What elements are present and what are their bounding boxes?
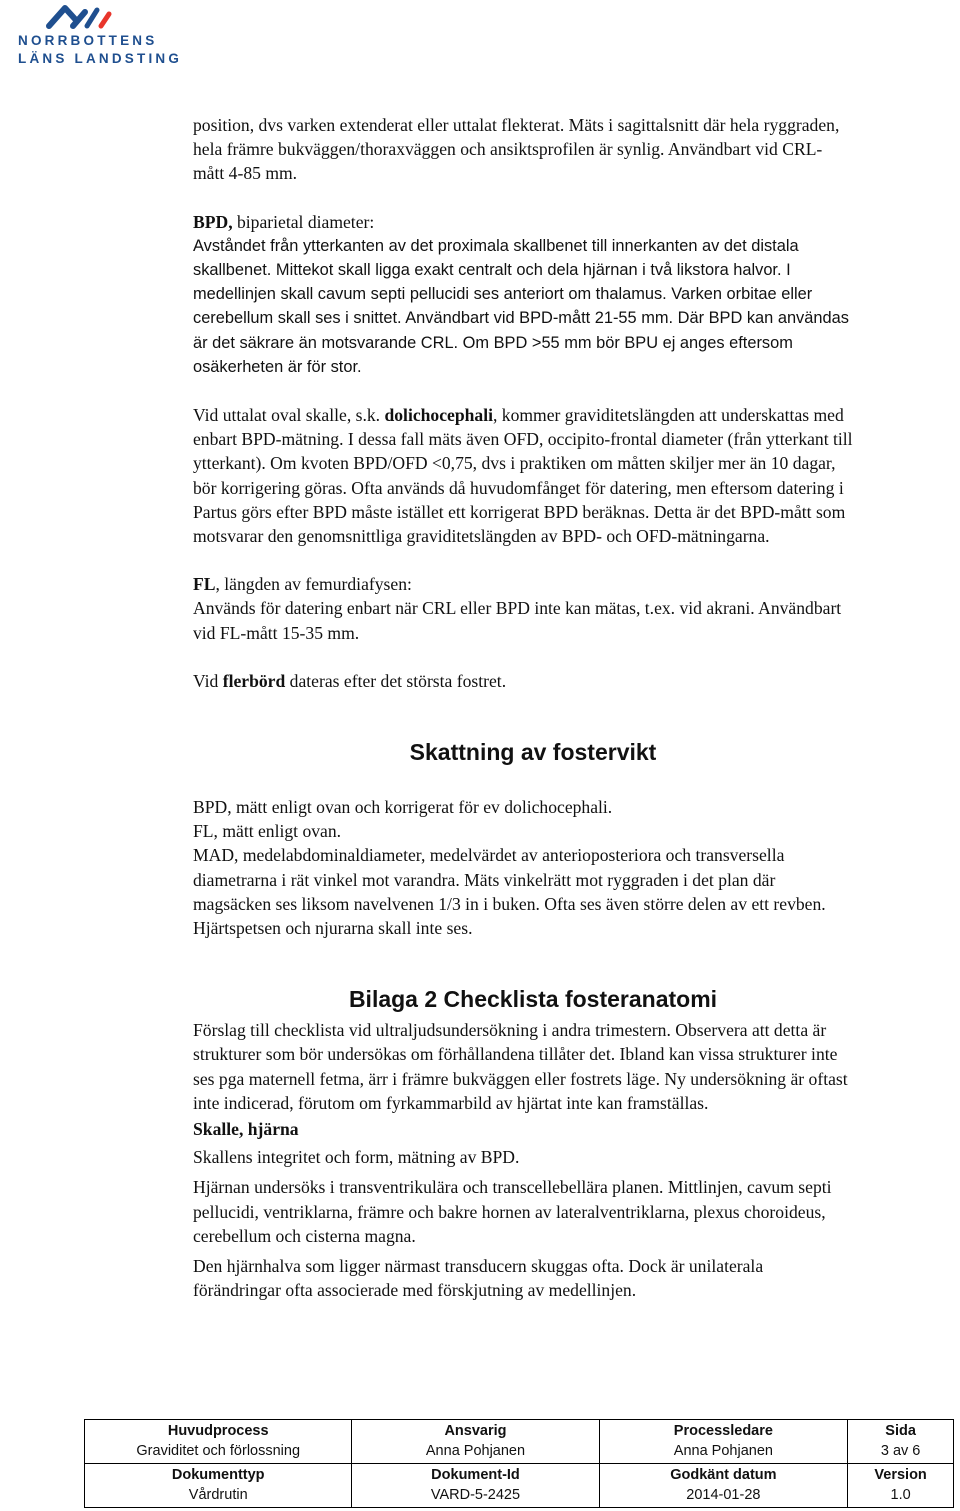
section-heading-fostervikt: Skattning av fostervikt bbox=[409, 739, 657, 766]
footer-label-huvudprocess: Huvudprocess bbox=[167, 1423, 269, 1439]
footer-value-dokumentid: VARD-5-2425 bbox=[430, 1487, 521, 1503]
footer-label-sida: Sida bbox=[885, 1423, 916, 1439]
paragraph-bpd-description: Avståndet från ytterkanten av det proximala skallbenet till innerkanten av det distala skallbenet. Mittekot skall ligga exakt centralt och dela hjärnan i två likstora halvor. I medellinjen skall cavum septi pellucidi ses anteriort om thalamus. Varken orbitae eller cerebellum skall ses i snittet. Användbart vid BPD-mått 21-55 mm. Där BPD kan användas är det säkrare än motsvarande CRL. Om BPD >55 mm bör BPU ej anges eftersom osäkerheten är för stor. bbox=[193, 236, 849, 376]
flerbord-post: dateras efter det största fostret. bbox=[285, 670, 507, 691]
footer-cell-dokumenttyp bbox=[85, 1464, 352, 1508]
oval-post: , kommer graviditetslängden att underskattas med enbart BPD-mätning. I dessa fall mäts även OFD, occipito-frontal diameter (från ytterkant till ytterkant). Om kvoten BPD/OFD <0,75, dvs i praktiken om måtten skiljer mer än 10 dagar, bör korrigering göras. Ofta används då huvudomfånget för datering, men eftersom datering i Partus görs efter BPD måste istället ett korrigerat BPD beräknas. Detta är det BPD-mått som motsvarar den genomsnittliga graviditetslängden av BPD- och OFD-mätningarna. bbox=[193, 405, 853, 547]
logo-text-line2: LÄNS LANDSTING bbox=[18, 51, 183, 66]
paragraph-hjarnhalva: Den hjärnhalva som ligger närmast transducern skuggas ofta. Dock är unilaterala förändringar ofta associerade med förskjutning av medellinjen. bbox=[193, 1255, 764, 1301]
footer-value-dokumenttyp: Vårdrutin bbox=[188, 1487, 248, 1503]
logo-mark-icon bbox=[45, 2, 125, 32]
footer-label-version: Version bbox=[874, 1467, 927, 1483]
document-body bbox=[193, 113, 853, 1302]
flerbord-term: flerbörd bbox=[222, 670, 286, 691]
section-heading-bilaga: Bilaga 2 Checklista fosteranatomi bbox=[348, 986, 718, 1013]
footer-value-processledare: Anna Pohjanen bbox=[673, 1443, 773, 1459]
fostervikt-line-mad: MAD, medelabdominaldiameter, medelvärdet av anterioposteriora och transversella diametrarna i rät vinkel mot varandra. Mäts vinkelrätt mot ryggraden i det plan där magsäcken ses liksom navelvenen 1/3 in i buken. Ofta ses även större delen av ett revben. Hjärtspetsen och njurarna skall inte ses. bbox=[193, 845, 826, 939]
footer-value-sida: 3 av 6 bbox=[880, 1443, 921, 1459]
paragraph-skalle-integritet: Skallens integritet och form, mätning av BPD. bbox=[193, 1147, 520, 1168]
fl-heading-rest: , längden av femurdiafysen: bbox=[215, 574, 412, 595]
footer-cell-huvudprocess bbox=[85, 1420, 352, 1464]
footer-cell-version bbox=[848, 1464, 954, 1508]
document-footer-table bbox=[84, 1419, 954, 1508]
footer-label-dokumentid: Dokument-Id bbox=[431, 1467, 520, 1483]
footer-value-ansvarig: Anna Pohjanen bbox=[425, 1443, 526, 1459]
flerbord-pre: Vid bbox=[193, 670, 223, 691]
fl-heading bbox=[193, 572, 853, 596]
bpd-term: BPD, bbox=[193, 211, 233, 232]
dolichocephali-term: dolichocephali bbox=[384, 405, 493, 426]
paragraph-checklist-intro: Förslag till checklista vid ultraljudsundersökning i andra trimestern. Observera att detta är strukturer som bör undersökas om förhållandena tillåter det. Ibland kan vissa strukturer inte ses pga maternell fetma, ärr i främre bukväggen eller fostrets läge. Ny undersökning är oftast inte indicerad, förutom om fyrkammarbild av hjärtat inte kan framställas. bbox=[193, 1020, 848, 1113]
fostervikt-line-bpd: BPD, mätt enligt ovan och korrigerat för ev dolichocephali. bbox=[193, 797, 613, 818]
footer-label-processledare: Processledare bbox=[673, 1423, 773, 1439]
footer-cell-dokumentid bbox=[352, 1464, 599, 1508]
footer-label-godkant: Godkänt datum bbox=[670, 1467, 777, 1483]
paragraph-fl-description: Används för datering enbart när CRL eller BPD inte kan mätas, t.ex. vid akrani. Användbart vid FL-mått 15-35 mm. bbox=[193, 598, 842, 643]
organization-logo bbox=[10, 2, 183, 72]
paragraph-hjarnan: Hjärnan undersöks i transventrikulära och transcellebellära planen. Mittlinjen, cavum septi pellucidi, ventriklarna, främre och bakre hornen av lateralventriklarna, plexus choroideus, cerebellum och cisterna magna. bbox=[193, 1177, 832, 1246]
bpd-heading-rest: biparietal diameter: bbox=[232, 211, 375, 232]
footer-cell-processledare bbox=[599, 1420, 848, 1464]
subheading-skalle-hjarna: Skalle, hjärna bbox=[193, 1119, 299, 1140]
footer-label-ansvarig: Ansvarig bbox=[444, 1423, 507, 1439]
footer-value-version: 1.0 bbox=[890, 1487, 911, 1503]
footer-cell-sida bbox=[848, 1420, 954, 1464]
footer-label-dokumenttyp: Dokumenttyp bbox=[171, 1467, 265, 1483]
footer-value-godkant: 2014-01-28 bbox=[686, 1487, 761, 1503]
bpd-heading bbox=[193, 210, 853, 234]
footer-cell-ansvarig bbox=[352, 1420, 599, 1464]
footer-value-huvudprocess: Graviditet och förlossning bbox=[136, 1443, 301, 1459]
fostervikt-line-fl: FL, mätt enligt ovan. bbox=[193, 821, 342, 842]
paragraph-dolichocephali bbox=[193, 403, 853, 548]
oval-pre: Vid uttalat oval skalle, s.k. bbox=[193, 405, 385, 426]
paragraph-flerbord bbox=[193, 669, 853, 693]
paragraph-crl-position: position, dvs varken extenderat eller uttalat flekterat. Mäts i sagittalsnitt där hela ryggraden, hela främre bukväggen/thoraxväggen och ansiktsprofilen är synlig. Användbart vid CRL-mått 4-85 mm. bbox=[193, 115, 840, 184]
footer-cell-godkant bbox=[599, 1464, 848, 1508]
logo-text-line1: NORRBOTTENS bbox=[18, 33, 158, 48]
fl-term: FL bbox=[193, 574, 216, 595]
